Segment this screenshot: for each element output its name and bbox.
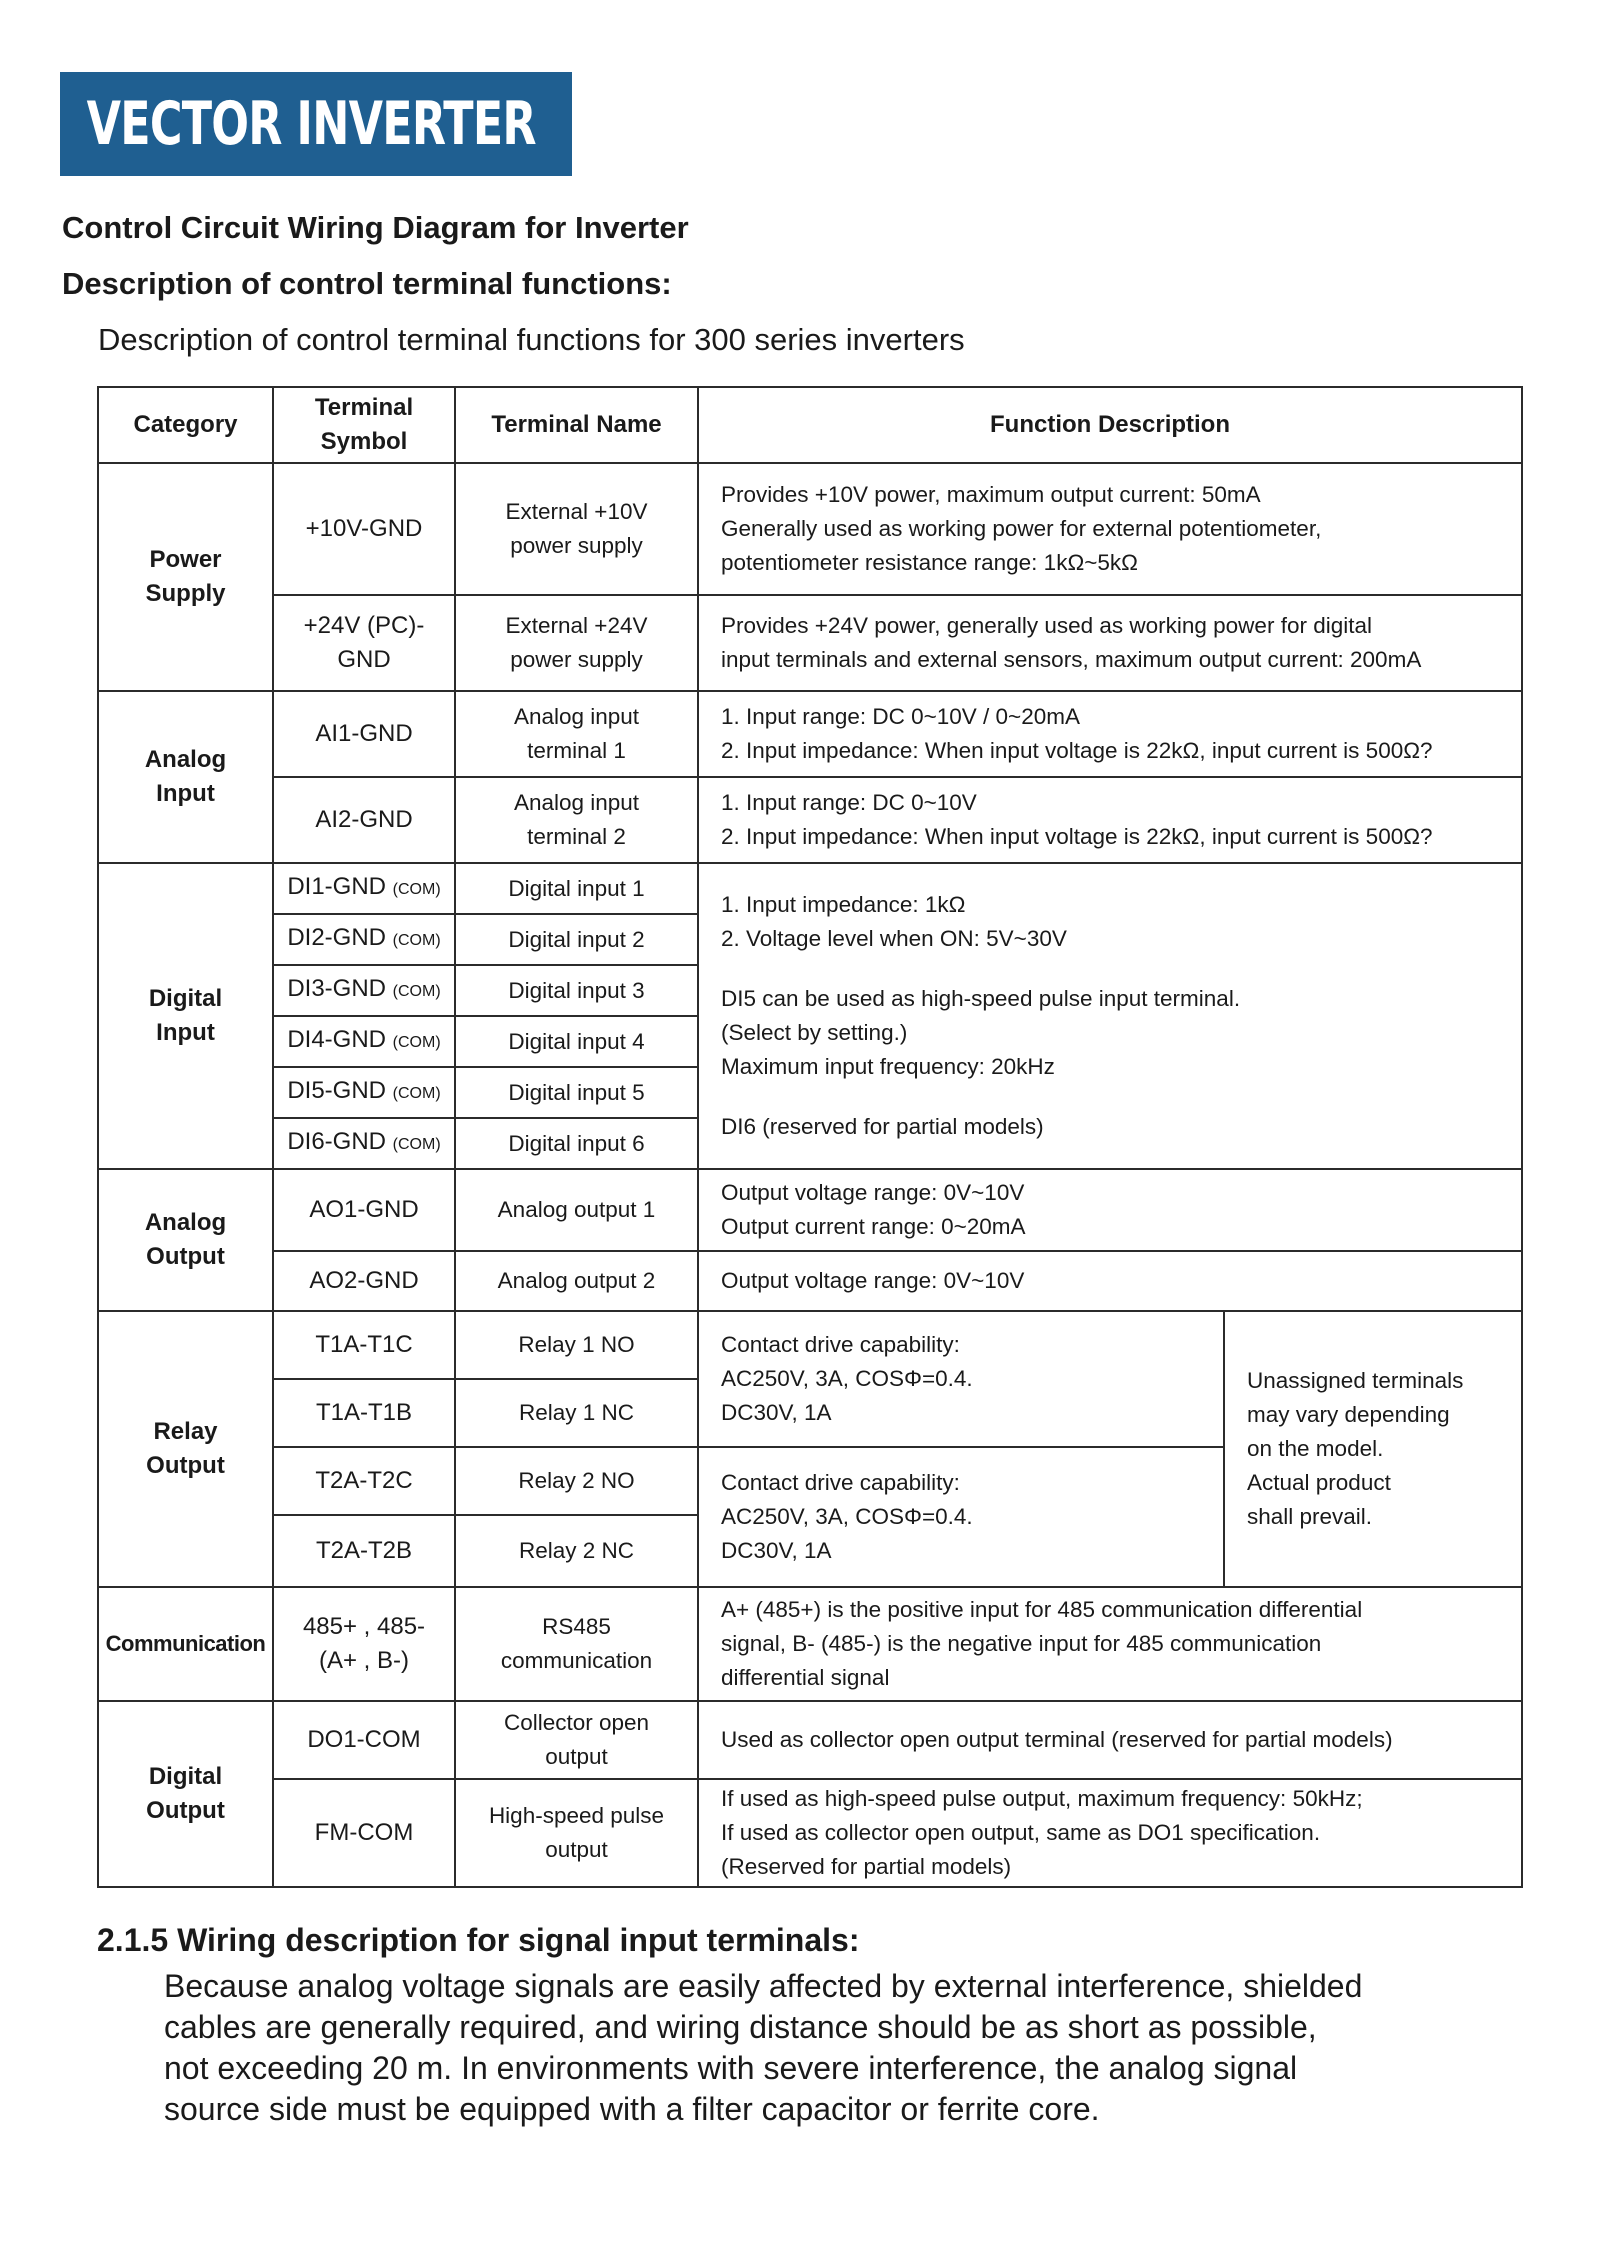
terminal-symbol: T2A-T2C	[273, 1447, 455, 1515]
relay-note: Unassigned terminals may vary depending on the model. Actual product shall prevail.	[1224, 1311, 1522, 1587]
terminal-symbol: DI2-GND (COM)	[273, 914, 455, 965]
terminal-name: Digital input 6	[455, 1118, 698, 1169]
terminal-symbol: +10V-GND	[273, 463, 455, 595]
function-description: 1. Input impedance: 1kΩ 2. Voltage level when ON: 5V~30V DI5 can be used as high-speed pulse input terminal. (Select by setting.) Maximum input frequency: 20kHz DI6 (reserved for partial models)	[698, 863, 1522, 1169]
terminal-name: Digital input 1	[455, 863, 698, 914]
terminal-symbol: +24V (PC)- GND	[273, 595, 455, 691]
table-row	[98, 1701, 1522, 1779]
category-power-supply: Power Supply	[98, 463, 273, 691]
table-row	[98, 777, 1522, 863]
brand-banner	[60, 72, 572, 176]
terminal-symbol: T1A-T1B	[273, 1379, 455, 1447]
terminal-symbol: FM-COM	[273, 1779, 455, 1887]
terminal-name: Relay 1 NO	[455, 1311, 698, 1379]
terminal-name: Digital input 4	[455, 1016, 698, 1067]
table-row	[98, 595, 1522, 691]
table-row	[98, 463, 1522, 595]
category-communication: Communication	[98, 1587, 273, 1701]
category-digital-output: Digital Output	[98, 1701, 273, 1887]
table-row	[98, 691, 1522, 777]
table-row	[98, 1251, 1522, 1311]
function-description: Used as collector open output terminal (reserved for partial models)	[698, 1701, 1522, 1779]
terminal-name: Relay 2 NO	[455, 1447, 698, 1515]
category-analog-input: Analog Input	[98, 691, 273, 863]
table-row	[98, 1311, 1522, 1379]
function-description: A+ (485+) is the positive input for 485 communication differential signal, B- (485-) is the negative input for 485 communication differential signal	[698, 1587, 1522, 1701]
terminal-name: Analog input terminal 2	[455, 777, 698, 863]
table-caption: Description of control terminal functions for 300 series inverters	[98, 322, 965, 357]
terminal-name: Analog output 2	[455, 1251, 698, 1311]
terminal-name: Relay 1 NC	[455, 1379, 698, 1447]
header-category: Category	[98, 387, 273, 463]
table-row	[98, 1169, 1522, 1251]
table-row	[98, 1587, 1522, 1701]
terminal-name: Analog output 1	[455, 1169, 698, 1251]
terminal-symbol: DI6-GND (COM)	[273, 1118, 455, 1169]
terminal-symbol: T1A-T1C	[273, 1311, 455, 1379]
terminal-name: High-speed pulse output	[455, 1779, 698, 1887]
terminal-symbol: DI4-GND (COM)	[273, 1016, 455, 1067]
terminal-function-table	[97, 386, 1523, 1888]
terminal-name: Digital input 3	[455, 965, 698, 1016]
category-analog-output: Analog Output	[98, 1169, 273, 1311]
terminal-name: Digital input 2	[455, 914, 698, 965]
table-header-row	[98, 387, 1522, 463]
table-row	[98, 863, 1522, 914]
terminal-name: Relay 2 NC	[455, 1515, 698, 1587]
terminal-name: Digital input 5	[455, 1067, 698, 1118]
table-row	[98, 1779, 1522, 1887]
terminal-symbol: DI5-GND (COM)	[273, 1067, 455, 1118]
terminal-symbol: AO1-GND	[273, 1169, 455, 1251]
terminal-symbol: T2A-T2B	[273, 1515, 455, 1587]
header-name: Terminal Name	[455, 387, 698, 463]
terminal-name: RS485 communication	[455, 1587, 698, 1701]
terminal-name: External +24V power supply	[455, 595, 698, 691]
terminal-symbol: AO2-GND	[273, 1251, 455, 1311]
function-description: Contact drive capability: AC250V, 3A, COSΦ=0.4. DC30V, 1A	[698, 1447, 1224, 1587]
function-description: Output voltage range: 0V~10V Output current range: 0~20mA	[698, 1169, 1522, 1251]
terminal-symbol: AI2-GND	[273, 777, 455, 863]
function-description: If used as high-speed pulse output, maximum frequency: 50kHz; If used as collector open output, same as DO1 specification. (Reserved for partial models)	[698, 1779, 1522, 1887]
terminal-symbol: 485+ , 485- (A+ , B-)	[273, 1587, 455, 1701]
wiring-section-title: 2.1.5 Wiring description for signal input terminals:	[97, 1922, 860, 1958]
terminal-name: Collector open output	[455, 1701, 698, 1779]
category-digital-input: Digital Input	[98, 863, 273, 1169]
function-description: 1. Input range: DC 0~10V / 0~20mA 2. Input impedance: When input voltage is 22kΩ, input current is 500Ω?	[698, 691, 1522, 777]
page-title: Control Circuit Wiring Diagram for Inverter	[62, 210, 689, 245]
section-heading: Description of control terminal functions:	[62, 266, 672, 301]
header-symbol: Terminal Symbol	[273, 387, 455, 463]
function-description: Output voltage range: 0V~10V	[698, 1251, 1522, 1311]
wiring-section-body: Because analog voltage signals are easily affected by external interference, shielded cables are generally required, and wiring distance should be as short as possible, not exceeding 20 m. In environments with severe interference, the analog signal source side must be equipped with a filter capacitor or ferrite core.	[164, 1968, 1363, 2127]
category-relay-output: Relay Output	[98, 1311, 273, 1587]
function-description: Contact drive capability: AC250V, 3A, COSΦ=0.4. DC30V, 1A	[698, 1311, 1224, 1447]
terminal-name: Analog input terminal 1	[455, 691, 698, 777]
function-description: 1. Input range: DC 0~10V 2. Input impedance: When input voltage is 22kΩ, input current is 500Ω?	[698, 777, 1522, 863]
header-function: Function Description	[698, 387, 1522, 463]
terminal-symbol: DO1-COM	[273, 1701, 455, 1779]
terminal-symbol: DI3-GND (COM)	[273, 965, 455, 1016]
terminal-symbol: DI1-GND (COM)	[273, 863, 455, 914]
terminal-name: External +10V power supply	[455, 463, 698, 595]
function-description: Provides +24V power, generally used as working power for digital input terminals and external sensors, maximum output current: 200mA	[698, 595, 1522, 691]
terminal-symbol: AI1-GND	[273, 691, 455, 777]
function-description: Provides +10V power, maximum output current: 50mA Generally used as working power for external potentiometer, potentiometer resistance range: 1kΩ~5kΩ	[698, 463, 1522, 595]
banner-title: VECTOR INVERTER	[86, 89, 536, 159]
